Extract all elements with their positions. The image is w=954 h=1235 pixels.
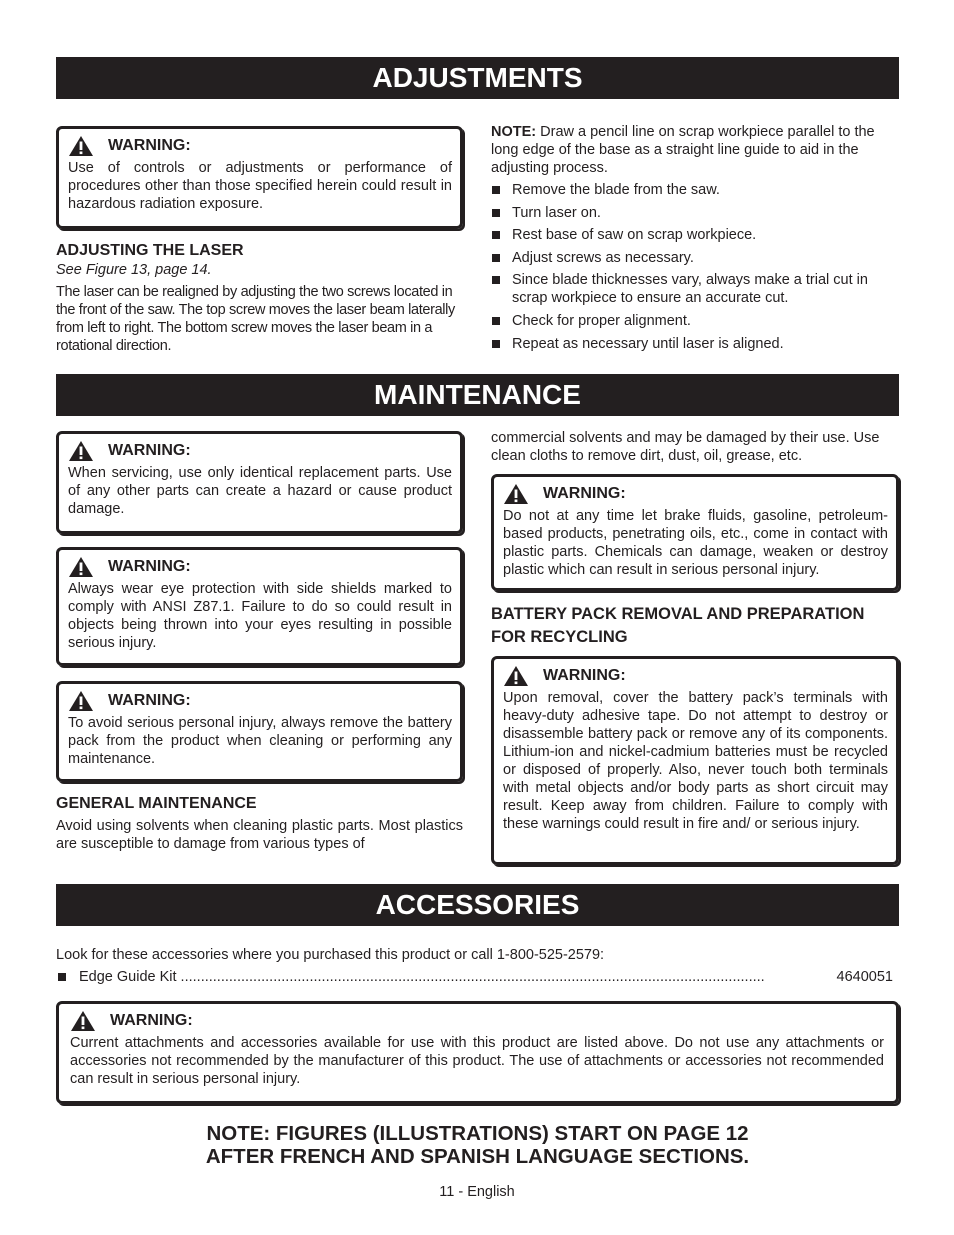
- maintenance-left-column: [56, 431, 463, 853]
- list-item: Remove the blade from the saw.: [491, 181, 899, 199]
- accessories-intro: Look for these accessories where you purchased this product or call 1-800-525-2579:: [56, 947, 605, 963]
- warning-triangle-icon: [68, 556, 94, 578]
- warning-box: [491, 656, 899, 865]
- warning-text: Upon removal, cover the battery pack’s terminals with heavy-duty adhesive tape. Do not attempt to destroy or disassemble battery pack or remove any of its components. Lithium-ion and nickel-cadmium batteries must be recycled or disposed of properly. Also, never touch both terminals with metal objects and/or body parts as short circuit may result. Keep away from children. Failure to comply with these warnings could result in fire and/ or serious injury.: [503, 690, 888, 832]
- note-text: Draw a pencil line on scrap workpiece parallel to the long edge of the base as a straight line guide to aid in the adjusting process.: [491, 124, 875, 176]
- figures-note-line: NOTE: FIGURES (ILLUSTRATIONS) START ON PAGE 12: [206, 1122, 749, 1145]
- warning-title: [68, 556, 452, 578]
- warning-title: [503, 483, 888, 505]
- warning-text: When servicing, use only identical replacement parts. Use of any other parts can create a hazard or cause product damage.: [68, 465, 452, 517]
- section-heading: ADJUSTING THE LASER: [56, 242, 244, 259]
- warning-box: [56, 547, 463, 666]
- section-heading: BATTERY PACK REMOVAL AND PREPARATION FOR RECYCLING: [491, 605, 865, 646]
- warning-text: Use of controls or adjustments or performance of procedures other than those specified herein could result in hazardous radiation exposure.: [68, 160, 452, 212]
- figures-note: [56, 1122, 899, 1168]
- page-footer: 11 - English: [439, 1184, 515, 1200]
- warning-triangle-icon: [68, 440, 94, 462]
- figure-reference: See Figure 13, page 14.: [56, 262, 212, 278]
- warning-label: WARNING:: [543, 667, 626, 684]
- accessories-content: [56, 946, 899, 1104]
- list-item: Since blade thicknesses vary, always make a trial cut in scrap workpiece to ensure an accurate cut.: [491, 271, 899, 307]
- body-paragraph: The laser can be realigned by adjusting the two screws located in the front of the saw. The top screw moves the laser beam laterally from left to right. The bottom screw moves the laser beam in a rotational direction.: [56, 284, 455, 354]
- warning-title: [68, 440, 452, 462]
- accessory-part-number: 4640051: [836, 969, 893, 985]
- maintenance-right-column: [491, 429, 899, 865]
- list-item: Rest base of saw on scrap workpiece.: [491, 226, 899, 244]
- warning-label: WARNING:: [108, 442, 191, 459]
- warning-label: WARNING:: [108, 692, 191, 709]
- accessory-item: [56, 968, 899, 986]
- warning-triangle-icon: [70, 1010, 96, 1032]
- list-item: Check for proper alignment.: [491, 312, 899, 330]
- list-item: Turn laser on.: [491, 204, 899, 222]
- accessory-name: Edge Guide Kit: [79, 969, 177, 985]
- warning-title: [503, 665, 888, 687]
- warning-text: Always wear eye protection with side shields marked to comply with ANSI Z87.1. Failure to do so could result in objects being thrown into your eyes resulting in possible serious injury.: [68, 581, 452, 651]
- note-label: NOTE:: [491, 124, 537, 140]
- body-paragraph: Avoid using solvents when cleaning plastic parts. Most plastics are susceptible to damage from various types of: [56, 818, 463, 852]
- adjustments-right-column: [491, 123, 899, 357]
- warning-triangle-icon: [503, 483, 529, 505]
- warning-triangle-icon: [503, 665, 529, 687]
- list-item: Repeat as necessary until laser is aligned.: [491, 335, 899, 353]
- warning-title: [68, 690, 452, 712]
- warning-box: [56, 681, 463, 782]
- steps-list: [491, 181, 899, 353]
- warning-label: WARNING:: [543, 485, 626, 502]
- warning-triangle-icon: [68, 135, 94, 157]
- section-banner-maintenance: MAINTENANCE: [56, 374, 899, 416]
- warning-box: [56, 431, 463, 534]
- section-banner-accessories: ACCESSORIES: [56, 884, 899, 926]
- accessory-leader-dots: .................................................................................................................................................: [180, 969, 765, 985]
- warning-title: [70, 1010, 884, 1032]
- warning-box: [56, 126, 463, 229]
- figures-note-line: AFTER FRENCH AND SPANISH LANGUAGE SECTIONS.: [205, 1145, 750, 1168]
- section-banner-adjustments: ADJUSTMENTS: [56, 57, 899, 99]
- section-heading: GENERAL MAINTENANCE: [56, 795, 257, 812]
- warning-label: WARNING:: [110, 1012, 193, 1029]
- list-item: Adjust screws as necessary.: [491, 249, 899, 267]
- warning-text: Current attachments and accessories available for use with this product are listed above. Do not use any attachments or accessories not recommended by the manufacturer of this product. The use of attachments or accessories not recommended can result in serious personal injury.: [70, 1035, 884, 1087]
- warning-label: WARNING:: [108, 137, 191, 154]
- adjustments-left-column: [56, 126, 463, 355]
- warning-label: WARNING:: [108, 558, 191, 575]
- bullet-square: [58, 973, 66, 981]
- warning-text: Do not at any time let brake fluids, gasoline, petroleum-based products, penetrating oils, etc., come in contact with plastic parts. Chemicals can damage, weaken or destroy plastic which can result in serious personal injury.: [503, 508, 888, 578]
- warning-box: [56, 1001, 899, 1104]
- warning-text: To avoid serious personal injury, always remove the battery pack from the product when cleaning or performing any maintenance.: [68, 715, 452, 767]
- warning-title: [68, 135, 452, 157]
- body-paragraph: commercial solvents and may be damaged by their use. Use clean cloths to remove dirt, dust, oil, grease, etc.: [491, 430, 880, 464]
- warning-box: [491, 474, 899, 591]
- warning-triangle-icon: [68, 690, 94, 712]
